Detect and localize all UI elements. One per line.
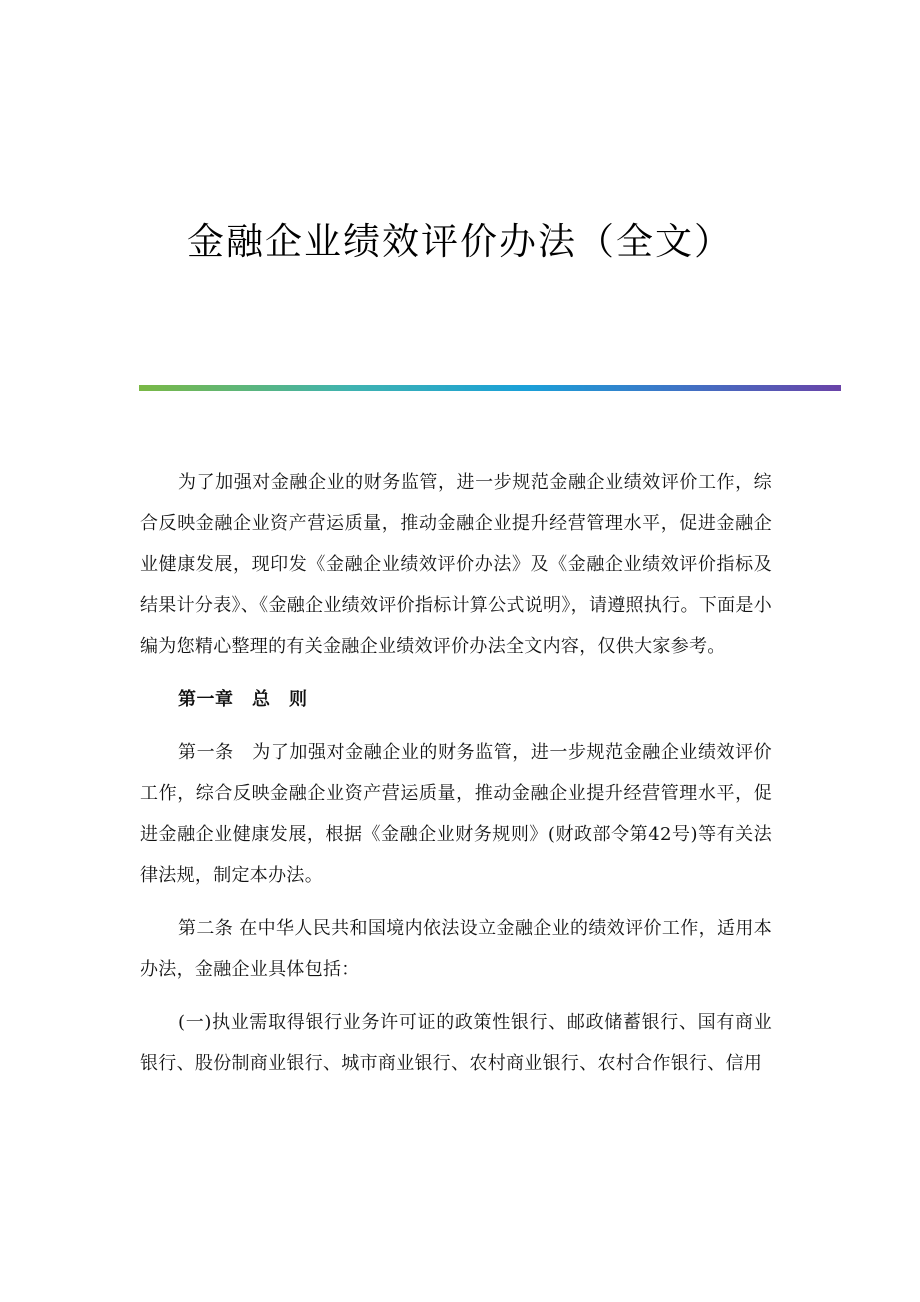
article-2-paragraph: 第二条 在中华人民共和国境内依法设立金融企业的绩效评价工作，适用本办法，金融企业具体包括：	[140, 918, 772, 980]
document-body	[140, 462, 772, 1084]
document-title: 金融企业绩效评价办法（全文）	[187, 220, 733, 263]
article-1-paragraph: 第一条 为了加强对金融企业的财务监管，进一步规范金融企业绩效评价工作，综合反映金融企业资产营运质量，推动金融企业提升经营管理水平，促进金融企业健康发展，根据《金融企业财务规则》(财政部令第42号)等有关法律法规，制定本办法。	[140, 742, 772, 886]
item-1-paragraph: (一)执业需取得银行业务许可证的政策性银行、邮政储蓄银行、国有商业银行、股份制商业银行、城市商业银行、农村商业银行、农村合作银行、信用	[140, 1012, 772, 1074]
intro-paragraph: 为了加强对金融企业的财务监管，进一步规范金融企业绩效评价工作，综合反映金融企业资产营运质量，推动金融企业提升经营管理水平，促进金融企业健康发展，现印发《金融企业绩效评价办法》及《金融企业绩效评价指标及结果计分表》、《金融企业绩效评价指标计算公式说明》，请遵照执行。下面是小编为您精心整理的有关金融企业绩效评价办法全文内容，仅供大家参考。	[140, 472, 772, 657]
title-divider	[139, 385, 841, 391]
chapter-heading: 第一章 总 则	[178, 689, 308, 710]
